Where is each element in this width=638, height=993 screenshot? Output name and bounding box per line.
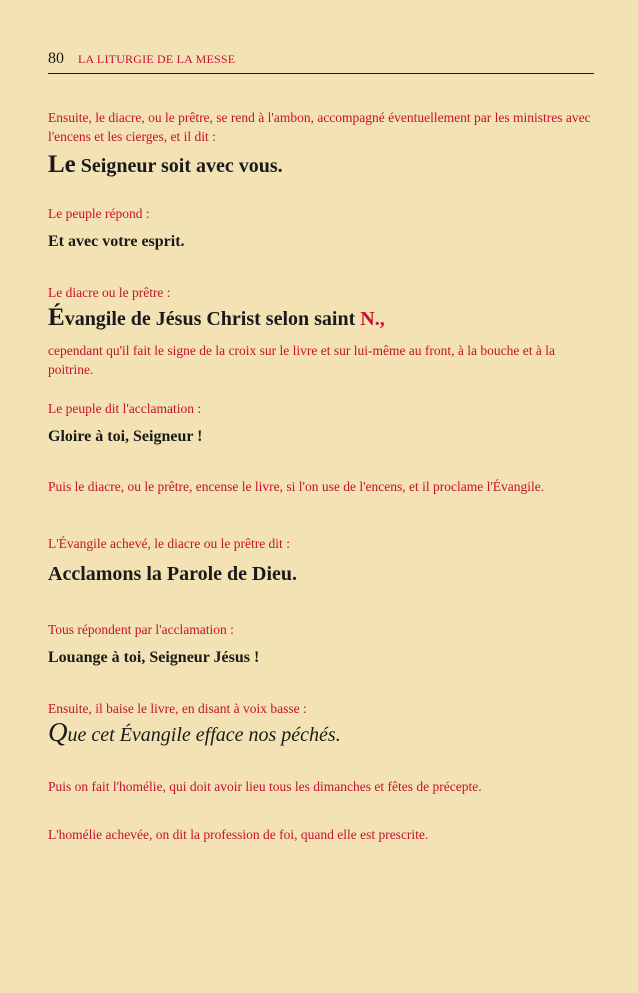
running-title: LA LITURGIE DE LA MESSE [78, 52, 236, 66]
running-header [48, 50, 594, 74]
acclamation-word-of-god: Acclamons la Parole de Dieu. [48, 563, 298, 585]
quiet-prayer-line [48, 717, 341, 748]
response-praise-to-you: Louange à toi, Seigneur Jésus ! [48, 649, 260, 666]
gospel-announcement-text: vangile de Jésus Christ selon saint [64, 308, 361, 330]
response-glory-to-you: Gloire à toi, Seigneur ! [48, 428, 203, 445]
quiet-prayer-initial: Q [48, 717, 68, 747]
page [48, 50, 594, 842]
gospel-initial: É [48, 304, 65, 331]
rubric-incense-and-proclaim: Puis le diacre, ou le prêtre, encense le livre, si l'on use de l'encens, et il proclame l'Évangile. [48, 479, 545, 494]
rubric-deacon-to-ambo: Ensuite, le diacre, ou le prêtre, se rend à l'ambon, accompagné éventuellement par les ministres avec l'encens et les cierges, et il dit : [48, 110, 591, 144]
quiet-prayer-text: ue cet Évangile efface nos péchés. [67, 724, 341, 746]
rubric-homily: Puis on fait l'homélie, qui doit avoir lieu tous les dimanches et fêtes de précepte. [48, 779, 482, 794]
gospel-announcement-line [48, 304, 385, 332]
saint-name-marker: N., [360, 308, 385, 330]
rubric-profession-of-faith: L'homélie achevée, on dit la profession de foi, quand elle est prescrite. [48, 827, 429, 842]
rubric-sign-of-cross: cependant qu'il fait le signe de la croix sur le livre et sur lui-même au front, à la bouche et à la poitrine. [48, 343, 555, 377]
greeting-text: Seigneur soit avec vous. [75, 155, 283, 177]
rubric-all-respond: Tous répondent par l'acclamation : [48, 622, 234, 637]
rubric-acclamation: Le peuple dit l'acclamation : [48, 401, 202, 416]
greeting-initial: Le [48, 151, 76, 178]
response-and-with-your-spirit: Et avec votre esprit. [48, 233, 185, 250]
page-number: 80 [48, 50, 64, 67]
rubric-gospel-finished: L'Évangile achevé, le diacre ou le prêtre dit : [48, 536, 290, 551]
greeting-line [48, 151, 283, 179]
rubric-people-respond: Le peuple répond : [48, 206, 150, 221]
rubric-kisses-book: Ensuite, il baise le livre, en disant à voix basse : [48, 701, 307, 716]
rubric-deacon-or-priest: Le diacre ou le prêtre : [48, 285, 171, 300]
